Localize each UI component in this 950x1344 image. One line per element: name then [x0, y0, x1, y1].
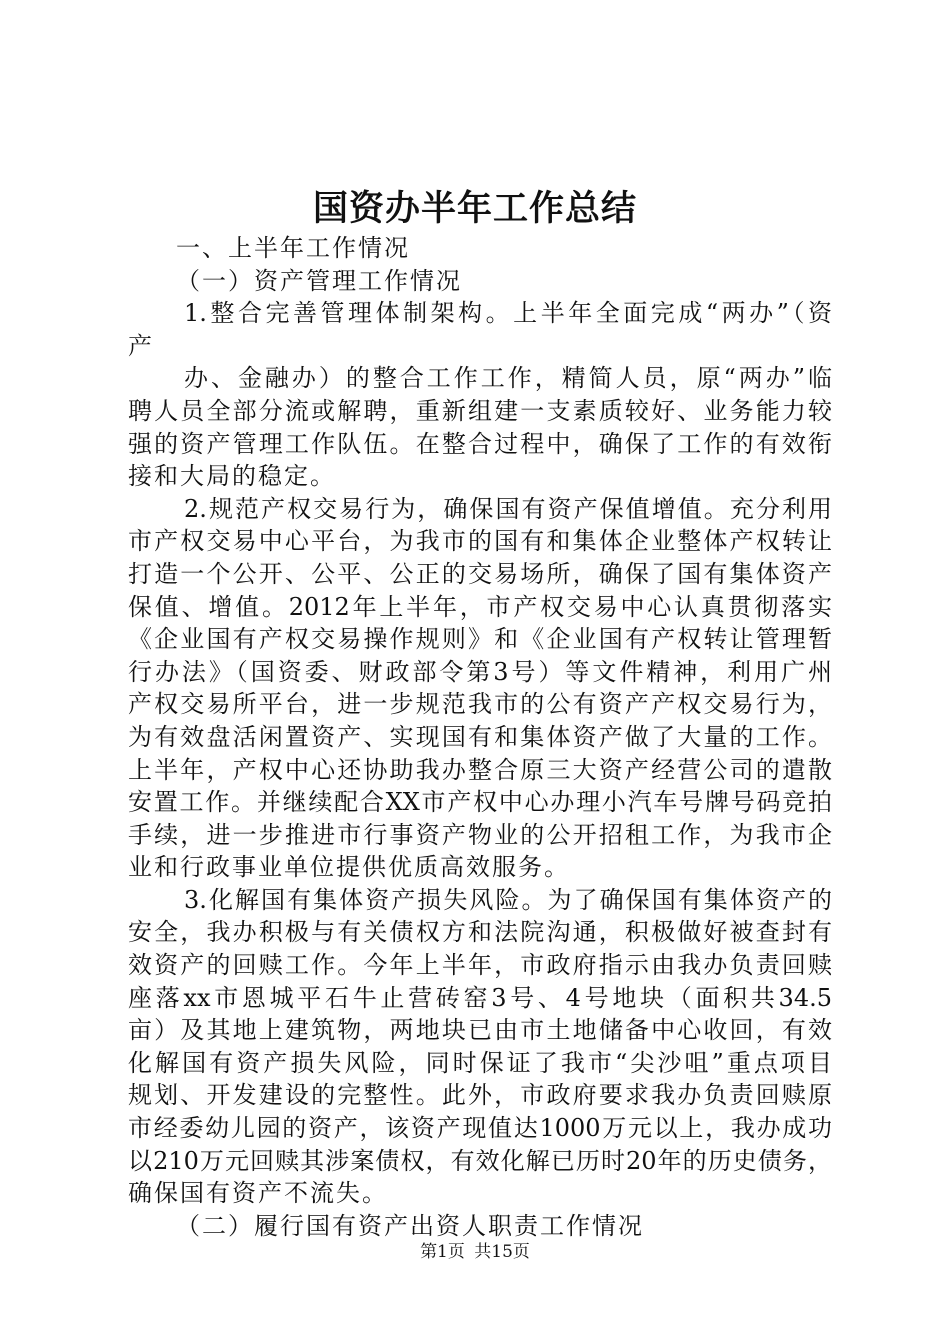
- text-line: 确保国有资产不流失。: [128, 1179, 388, 1208]
- text-line: 聘人员全部分流或解聘，重新组建一支素质较好、业务能力较: [128, 396, 832, 425]
- text-line: 3.化解国有集体资产损失风险。为了确保国有集体资产的: [184, 885, 832, 914]
- text-line: 办、金融办）的整合工作工作，精简人员，原“两办”临: [184, 364, 832, 393]
- text-line: 强的资产管理工作队伍。在整合过程中，确保了工作的有效衔: [128, 429, 832, 458]
- document-title: 国资办半年工作总结: [312, 188, 637, 229]
- text-line: 《企业国有产权交易操作规则》和《企业国有产权转让管理暂: [128, 625, 832, 654]
- page-footer: [0, 1240, 950, 1264]
- text-line: 座落xx市恩城平石牛止营砖窑3号、4号地块（面积共34.5: [128, 983, 832, 1012]
- text-line: 行办法》（国资委、财政部令第3号）等文件精神，利用广州: [128, 657, 832, 686]
- text-line: 接和大局的稳定。: [128, 462, 336, 491]
- text-line: 上半年，产权中心还协助我办整合原三大资产经营公司的遣散: [128, 755, 832, 784]
- text-line: 产: [128, 331, 154, 360]
- text-line: 市经委幼儿园的资产，该资产现值达1000万元以上，我办成功: [128, 1114, 832, 1143]
- text-line: 保值、增值。2012年上半年，市产权交易中心认真贯彻落实: [128, 592, 832, 621]
- page-total: 共15页: [474, 1242, 530, 1262]
- text-line: 打造一个公开、公平、公正的交易场所，确保了国有集体资产: [128, 559, 832, 588]
- text-line: 为有效盘活闲置资产、实现国有和集体资产做了大量的工作。: [128, 722, 832, 751]
- text-line: 化解国有资产损失风险，同时保证了我市“尖沙咀”重点项目: [128, 1048, 832, 1077]
- document-body: [128, 232, 832, 1242]
- text-line: 2.规范产权交易行为，确保国有资产保值增值。充分利用: [184, 494, 832, 523]
- page-number: 第1页: [420, 1242, 465, 1262]
- text-line: 产权交易所平台，进一步规范我市的公有资产产权交易行为，: [128, 690, 832, 719]
- text-line: 1.整合完善管理体制架构。上半年全面完成“两办”（资: [184, 299, 832, 328]
- text-line: 安全，我办积极与有关债权方和法院沟通，积极做好被查封有: [128, 918, 832, 947]
- text-line: （一）资产管理工作情况: [176, 266, 462, 295]
- text-line: 手续，进一步推进市行事资产物业的公开招租工作，为我市企: [128, 820, 832, 849]
- text-line: 亩）及其地上建筑物，两地块已由市土地储备中心收回，有效: [128, 1016, 832, 1045]
- text-line: 安置工作。并继续配合XX市产权中心办理小汽车号牌号码竞拍: [128, 788, 832, 817]
- text-line: 规划、开发建设的完整性。此外，市政府要求我办负责回赎原: [128, 1081, 832, 1110]
- text-line: 一、上半年工作情况: [176, 234, 410, 262]
- text-line: 业和行政事业单位提供优质高效服务。: [128, 853, 570, 882]
- text-line: 市产权交易中心平台，为我市的国有和集体企业整体产权转让: [128, 527, 832, 556]
- text-line: 效资产的回赎工作。今年上半年，市政府指示由我办负责回赎: [128, 951, 832, 980]
- text-line: 以210万元回赎其涉案债权，有效化解已历时20年的历史债务，: [128, 1146, 832, 1175]
- text-line: （二）履行国有资产出资人职责工作情况: [176, 1211, 644, 1240]
